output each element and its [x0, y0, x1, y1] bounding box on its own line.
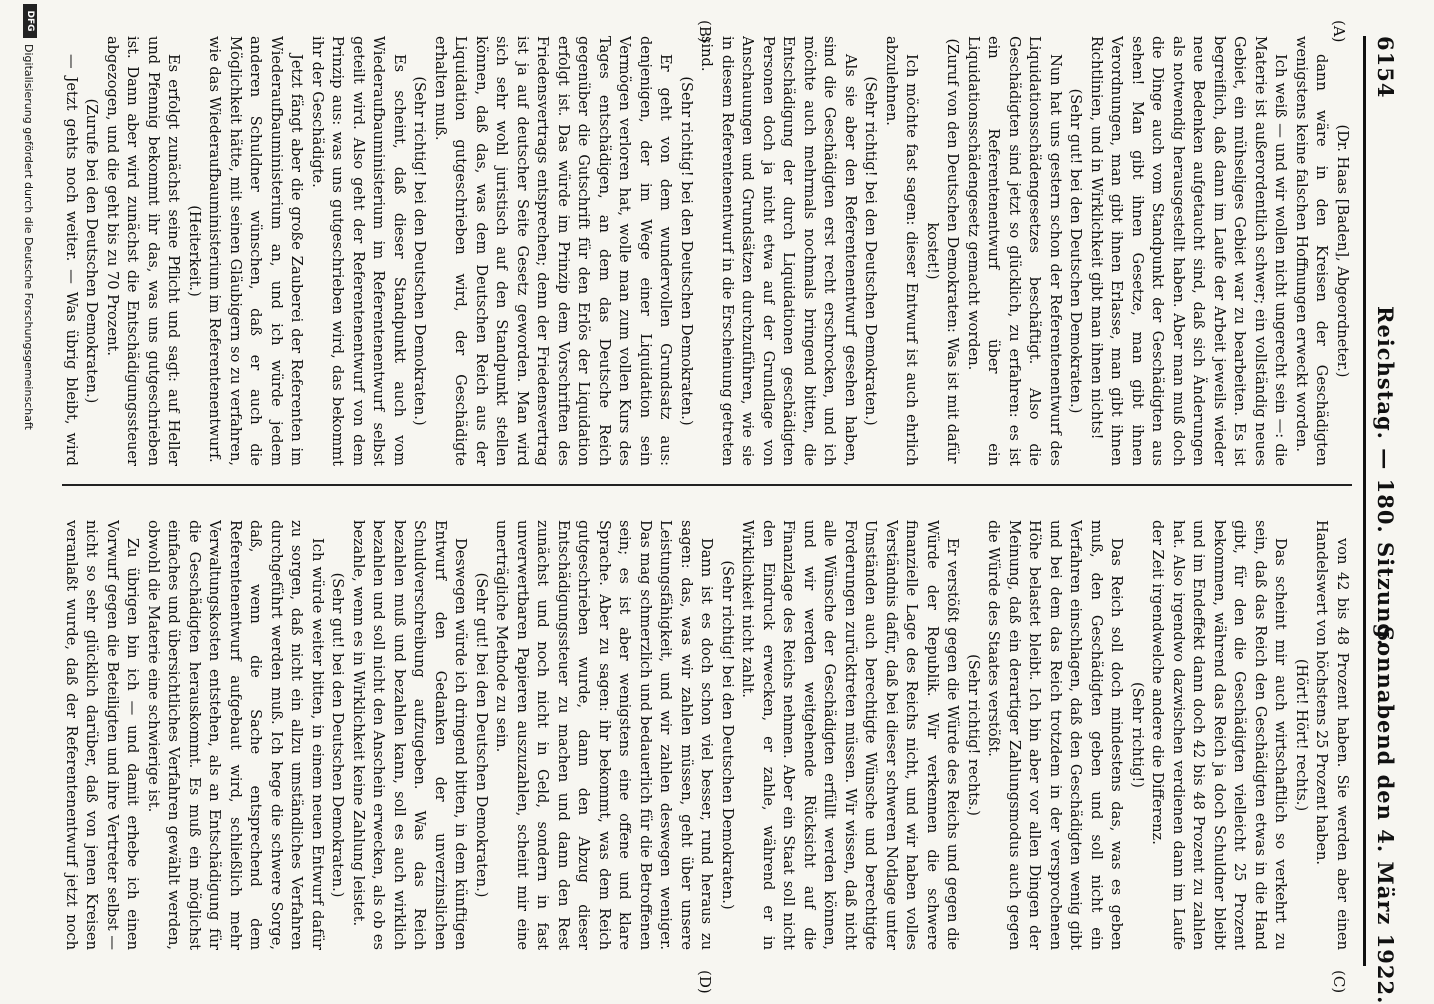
- running-title: Reichstag. — 180. Sitzung.: [1373, 306, 1398, 648]
- paragraph: — Jetzt gehts noch weiter. — Was übrig bleibt, wird: [63, 54, 80, 466]
- right-text-column: [62, 520, 1352, 950]
- digitization-credit: [3, 0, 39, 1000]
- paragraph: (Sehr richtig! bei den Deutschen Demokraten.): [411, 76, 429, 426]
- page-header: [1364, 36, 1404, 1004]
- paragraph: (Hört! Hört! rechts.): [1293, 658, 1310, 812]
- dfg-logo: DFG: [23, 4, 37, 38]
- paragraph: (Sehr gut! bei den Deutschen Demokraten.): [329, 572, 347, 898]
- paragraph: Ich möchte fast sagen: dieser Entwurf ist auch ehrlich abzulehnen.: [883, 36, 921, 466]
- paragraph: von 42 bis 48 Prozent haben. Sie werden aber einen Handelswert von höchstens 25 Prozent haben.: [1313, 520, 1351, 950]
- paragraph: (Dr. Haas [Baden], Abgeordneter.): [1334, 124, 1351, 378]
- paragraph: Er verstößt gegen die Würde des Reichs und gegen die Würde der Republik. Wir verkennen die schwere finanzielle Lage des Reichs nicht, und wir haben volles Verständnis dafür, daß bei dieser schweren Notlage unter Umständen auch berechtigte Wünsche und berechtigte Forderungen zurücktreten müssen. Wir wissen, daß nicht alle Wünsche der Geschädigten erfüllt werden können, und wir werden weitgehende Rücksicht auf die Finanzlage des Reichs nehmen. Aber ein Staat soll nicht den Eindruck erwecken, er zahle, während er in Wirklichkeit nicht zahlt.: [739, 520, 962, 950]
- paragraph: Das scheint mir auch wirtschaftlich so verkehrt zu sein, daß das Reich den Geschädigten etwas in die Hand gibt, für den die Geschädigten vielleicht 25 Prozent bekommen, während das Reich ja doch Schuldner bleibt und im Endeffekt dann doch 42 bis 48 Prozent zu zahlen hat. Also irgendwo dazwischen verdienen dann im Laufe der Zeit irgendwelche andere die Differenz.: [1149, 520, 1290, 950]
- paragraph: (Sehr richtig!): [1129, 682, 1146, 788]
- page-number: 6154: [1373, 36, 1398, 99]
- paragraph: (Sehr richtig! bei den Deutschen Demokraten.): [862, 76, 880, 426]
- paragraph: Dann ist es doch schon viel besser, rund heraus zu sagen: das, was wir zahlen müssen, geht über unsere Leistungsfähigkeit, und wir zahlen deswegen weniger. Das mag schmerzlich und bedauerlich für die Betroffenen sein; es ist aber wenigstens eine offene und klare Sprache. Aber zu sagen: ihr bekommt, was dem Reich gutgeschrieben wurde, dann den Abzug dieser Entschädigungssteuer zu machen und dann den Rest zunächst und noch nicht in Geld, sondern in fast unverwertbaren Papieren auszuzahlen, scheint mir eine unerträgliche Methode zu sein.: [493, 520, 716, 950]
- page-date: Sonnabend den 4. März 1922.: [1373, 626, 1398, 1004]
- paragraph: (Sehr gut! bei den Deutschen Demokraten.): [473, 572, 490, 898]
- paragraph: (Heiterkeit.): [186, 205, 203, 297]
- margin-mark-d: (D): [696, 970, 714, 994]
- paragraph: Jetzt fängt aber die große Zauberei der Referenten im Wiederaufbauministerium an, und ich würde jedem anderen Schuldner wünschen, daß er auch die Möglichkeit hätte, mit seinen Gläubigern so zu verfahren, wie das Wiederaufbauministerium im Referentenentwurf.: [206, 36, 306, 466]
- paragraph: (Zuruf von den Deutschen Demokraten: Was ist mit dafür kostet!): [924, 38, 962, 464]
- credit-text: Digitalisierung gefördert durch die Deutsche Forschungsgemeinschaft: [22, 44, 35, 430]
- paragraph: Ich weiß — und wir wollen nicht ungerecht sein —: die Materie ist außerordentlich schwer; ein vollständig neues Gebiet, ein mühseliges Gebiet war zu bearbeiten. Es ist begreiflich, daß dann im Laufe der Arbeit jeweils wieder neue Bedenken aufgetaucht sind, daß sich Änderungen als notwendig herausgestellt haben. Aber man muß doch die Dinge auch vom Standpunkt der Geschädigten aus sehen! Man gibt ihnen Gesetze, man gibt ihnen Verordnungen, man gibt ihnen Erlasse, man gibt ihnen Richtlinien, und in Wirklichkeit gibt man ihnen nichts!: [1088, 36, 1290, 466]
- paragraph: Ich würde weiter bitten, in einem neuen Entwurf dafür zu sorgen, daß nicht ein allzu umständliches Verfahren durchgeführt werden muß. Ich hege die schwere Sorge, daß, wenn die Sache entsprechend dem Referentenentwurf aufgebaut wird, schließlich mehr Verwaltungskosten entstehen, als an Entschädigung für die Geschädigten herauskommt. Es muß ein möglichst einfaches und übersichtliches Verfahren gewählt werden, obwohl die Materie eine schwierige ist.: [145, 520, 326, 950]
- paragraph: (Sehr gut! bei den Deutschen Demokraten.): [1067, 88, 1085, 414]
- margin-mark-a: (A): [1330, 20, 1348, 43]
- paragraph: (Sehr richtig! rechts.): [965, 654, 982, 816]
- margin-mark-b: (B): [696, 20, 714, 43]
- margin-mark-c: (C): [1330, 970, 1348, 994]
- paragraph: Es scheint, daß dieser Standpunkt auch vom Wiederaufbauministerium im Referentenentwurf selbst geteilt wird. Also geht der Referentenentwurf von dem Prinzip aus: was uns gutgeschrieben wird, das bekommt ihr der Geschädigte.: [309, 36, 408, 466]
- paragraph: Das Reich soll doch mindestens das, was es geben muß, den Geschädigten geben und soll nicht ein Verfahren einschlagen, daß den Geschädigten wenig gibt und bei dem das Reich trotzdem in der versprochenen Höhe belastet bleibt. Ich bin aber vor allen Dingen der Meinung, daß ein derartiger Zahlungsmodus auch gegen die Würde des Staates verstößt.: [985, 520, 1126, 950]
- paragraph: Nun hat uns gestern schon der Referentenentwurf des Liquidationsschädengesetzes beschäftigt. Also die Geschädigten sind jetzt so glücklich, zu erfahren: es ist ein Referentenentwurf über ein Liquidationsschädengesetz gemacht worden.: [965, 36, 1064, 466]
- left-text-column: [62, 36, 1352, 466]
- paragraph: (Sehr richtig! bei den Deutschen Demokraten.): [719, 560, 736, 910]
- paragraph: Deswegen würde ich dringend bitten, in dem künftigen Entwurf den Gedanken der unverzinslichen Schuldverschreibung aufzugeben. Was das Reich bezahlen muß und bezahlen kann, soll es auch wirklich bezahlen und soll nicht den Anschein erwecken, als ob es bezahle, wenn es in Wirklichkeit keine Zahlung leistet.: [350, 520, 470, 950]
- header-rule: [1363, 36, 1366, 966]
- paragraph: (Sehr richtig! bei den Deutschen Demokraten.): [678, 76, 695, 426]
- paragraph: dann wäre in den Kreisen der Geschädigten wenigstens keine falschen Hoffnungen erweckt worden.: [1293, 36, 1331, 466]
- paragraph: Es erfolgt zunächst seine Pflicht und sagt: auf Heller und Pfennig bekommt ihr das, was uns gutgeschrieben ist. Dann aber wird zunächst die Entschädigungssteuer abgezogen, und die geht bis zu 70 Prozent.: [104, 36, 183, 466]
- paragraph: Als sie aber den Referentenentwurf gesehen haben, sind die Geschädigten erst recht erschrocken, und ich möchte auch mehrmals nochmals bringend bitten, die Entschädigung der durch Liquidationen geschädigten Personen doch ja nicht etwa auf der Grundlage von Anschauungen und Grundsätzen durchzuführen, wie sie in diesem Referentenentwurf in die Erscheinung getreten sind.: [698, 36, 859, 466]
- paragraph: Zu übrigen bin ich — und damit erhebe ich einen Vorwurf gegen die Beteiligten und ihre Vertreter selbst — nicht so sehr glücklich darüber, daß von jenen Kreisen veranlaßt wurde, daß der Referentenentwurf jetzt noch: [63, 520, 142, 950]
- paragraph: Er geht von dem wundervollen Grundsatz aus: denjenigen, der im Wege einer Liquidation sein Vermögen verloren hat, wolle man zum vollen Kurs des Tages entschädigen, an dem das Deutsche Reich gegenüber die Gutschrift für den Erlös der Liquidation erfolgt ist. Das würde im Prinzip dem Vorschriften des Friedensvertrags entsprechen; denn der Friedensvertrag ist ja auf deutscher Seite Gesetz geworden. Man wird sich sehr wohl juristisch auf den Standpunkt stellen können, daß das, was dem Deutschen Reich aus der Liquidation gutgeschrieben wird, der Geschädigte erhalten muß.: [432, 36, 675, 466]
- column-divider: [62, 484, 1352, 486]
- paragraph: (Zurufe bei den Deutschen Demokraten.): [83, 98, 101, 404]
